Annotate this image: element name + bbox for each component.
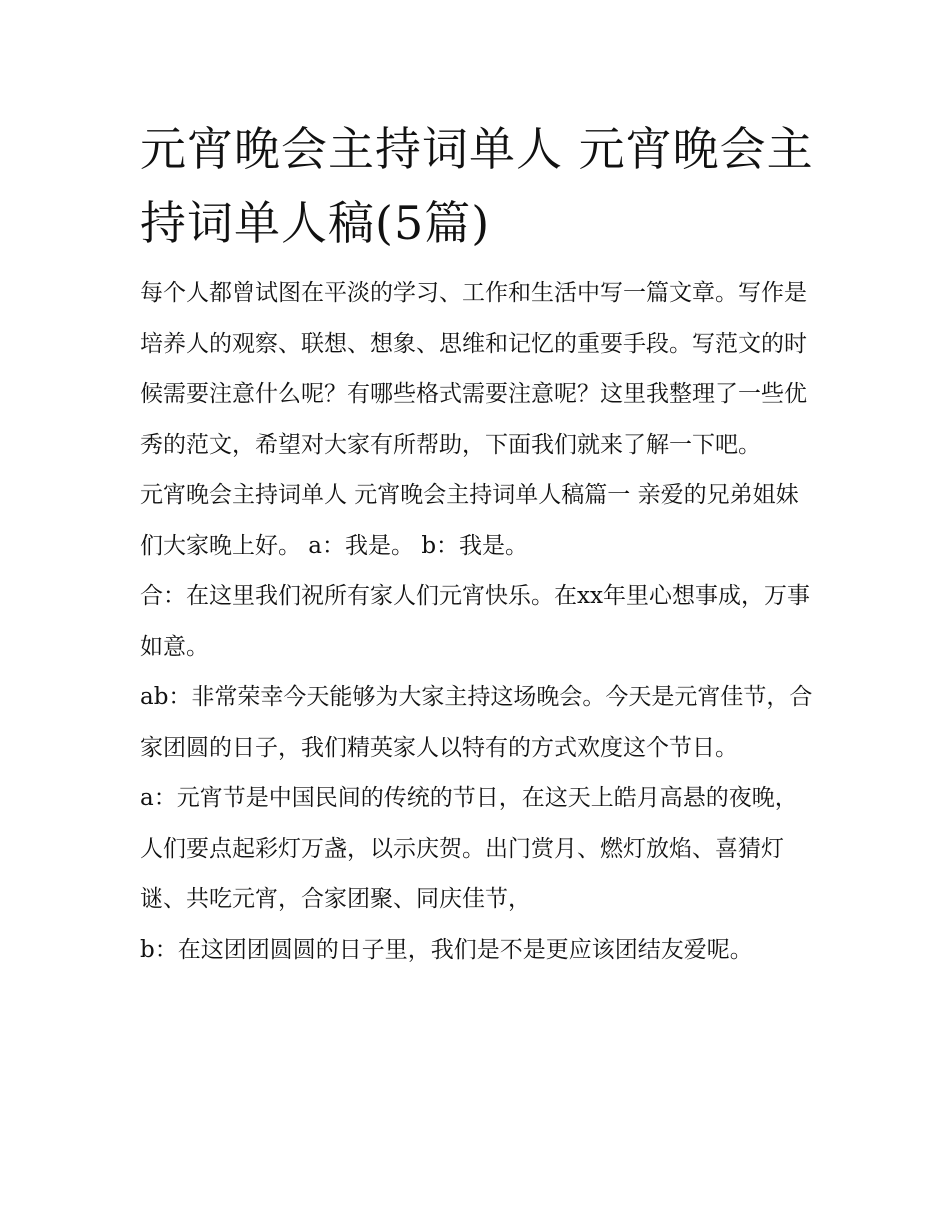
paragraph-together: 合：在这里我们祝所有家人们元宵快乐。在xx年里心想事成，万事如意。 [140, 583, 810, 660]
document-page [140, 112, 820, 975]
paragraph-b: b：在这团团圆圆的日子里，我们是不是更应该团结友爱呢。 [140, 936, 753, 963]
paragraph-a: a：元宵节是中国民间的传统的节日，在这天上皓月高悬的夜晚，人们要点起彩灯万盏，以示庆贺。出门赏月、燃灯放焰、喜猜灯谜、共吃元宵，合家团聚、同庆佳节， [140, 785, 798, 912]
paragraph-opening: 元宵晚会主持词单人 元宵晚会主持词单人稿篇一 亲爱的兄弟姐妹们大家晚上好。 a：我是。 b：我是。 [140, 482, 799, 559]
paragraph-ab: ab：非常荣幸今天能够为大家主持这场晚会。今天是元宵佳节，合家团圆的日子，我们精英家人以特有的方式欢度这个节日。 [140, 684, 813, 761]
document-title: 元宵晚会主持词单人 元宵晚会主持词单人稿(5篇) [140, 122, 814, 250]
paragraph-intro: 每个人都曾试图在平淡的学习、工作和生活中写一篇文章。写作是培养人的观察、联想、想象、思维和记忆的重要手段。写范文的时候需要注意什么呢？有哪些格式需要注意呢？这里我整理了一些优秀的范文，希望对大家有所帮助，下面我们就来了解一下吧。 [140, 280, 807, 458]
